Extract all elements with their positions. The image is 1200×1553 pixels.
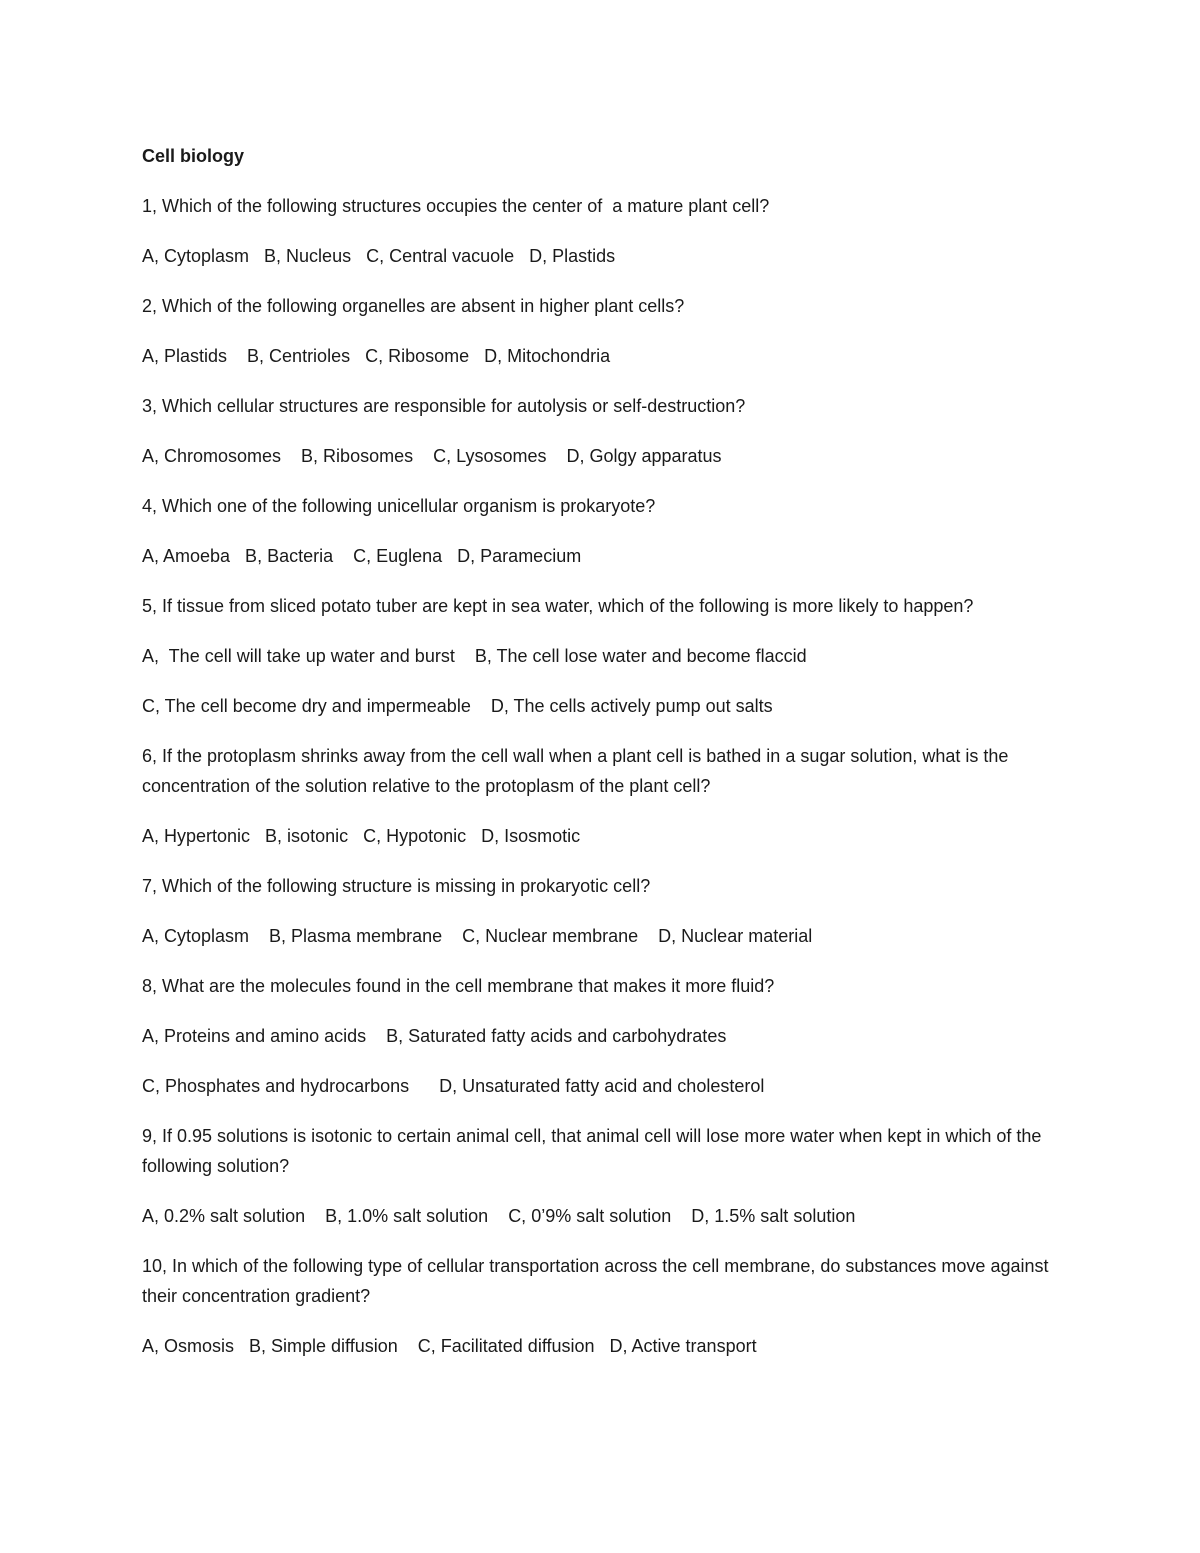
question-text: 10, In which of the following type of cellular transportation across the cell membrane, do substances move against their concentration gradient? xyxy=(142,1256,1054,1306)
question-text: 5, If tissue from sliced potato tuber are kept in sea water, which of the following is more likely to happen? xyxy=(142,596,974,616)
question-text: 1, Which of the following structures occupies the center of a mature plant cell? xyxy=(142,196,770,216)
answer-options: A, Chromosomes B, Ribosomes C, Lysosomes D, Golgy apparatus xyxy=(142,446,722,466)
question-text: 2, Which of the following organelles are absent in higher plant cells? xyxy=(142,296,685,316)
answer-options: A, Plastids B, Centrioles C, Ribosome D, Mitochondria xyxy=(142,346,611,366)
answer-options: A, 0.2% salt solution B, 1.0% salt solution C, 0’9% salt solution D, 1.5% salt solution xyxy=(142,1206,856,1226)
answer-options: A, Amoeba B, Bacteria C, Euglena D, Paramecium xyxy=(142,546,582,566)
question-text: 6, If the protoplasm shrinks away from the cell wall when a plant cell is bathed in a sugar solution, what is the concentration of the solution relative to the protoplasm of the plant cell? xyxy=(142,746,1014,796)
answer-options: A, Cytoplasm B, Plasma membrane C, Nuclear membrane D, Nuclear material xyxy=(142,926,813,946)
question-text: 3, Which cellular structures are responsible for autolysis or self-destruction? xyxy=(142,396,746,416)
question-text: 8, What are the molecules found in the cell membrane that makes it more fluid? xyxy=(142,976,775,996)
question-list xyxy=(142,191,1062,1361)
answer-options: A, Proteins and amino acids B, Saturated fatty acids and carbohydrates xyxy=(142,1026,727,1046)
answer-options: A, Cytoplasm B, Nucleus C, Central vacuole D, Plastids xyxy=(142,246,616,266)
answer-options: A, The cell will take up water and burst B, The cell lose water and become flaccid xyxy=(142,646,807,666)
answer-options: A, Osmosis B, Simple diffusion C, Facilitated diffusion D, Active transport xyxy=(142,1336,757,1356)
answer-options: C, Phosphates and hydrocarbons D, Unsaturated fatty acid and cholesterol xyxy=(142,1076,765,1096)
question-text: 7, Which of the following structure is missing in prokaryotic cell? xyxy=(142,876,651,896)
document-title: Cell biology xyxy=(142,146,245,166)
question-text: 4, Which one of the following unicellular organism is prokaryote? xyxy=(142,496,656,516)
answer-options: A, Hypertonic B, isotonic C, Hypotonic D, Isosmotic xyxy=(142,826,581,846)
answer-options: C, The cell become dry and impermeable D, The cells actively pump out salts xyxy=(142,696,773,716)
document-page xyxy=(142,141,1062,1381)
question-text: 9, If 0.95 solutions is isotonic to certain animal cell, that animal cell will lose more water when kept in which of the following solution? xyxy=(142,1126,1047,1176)
